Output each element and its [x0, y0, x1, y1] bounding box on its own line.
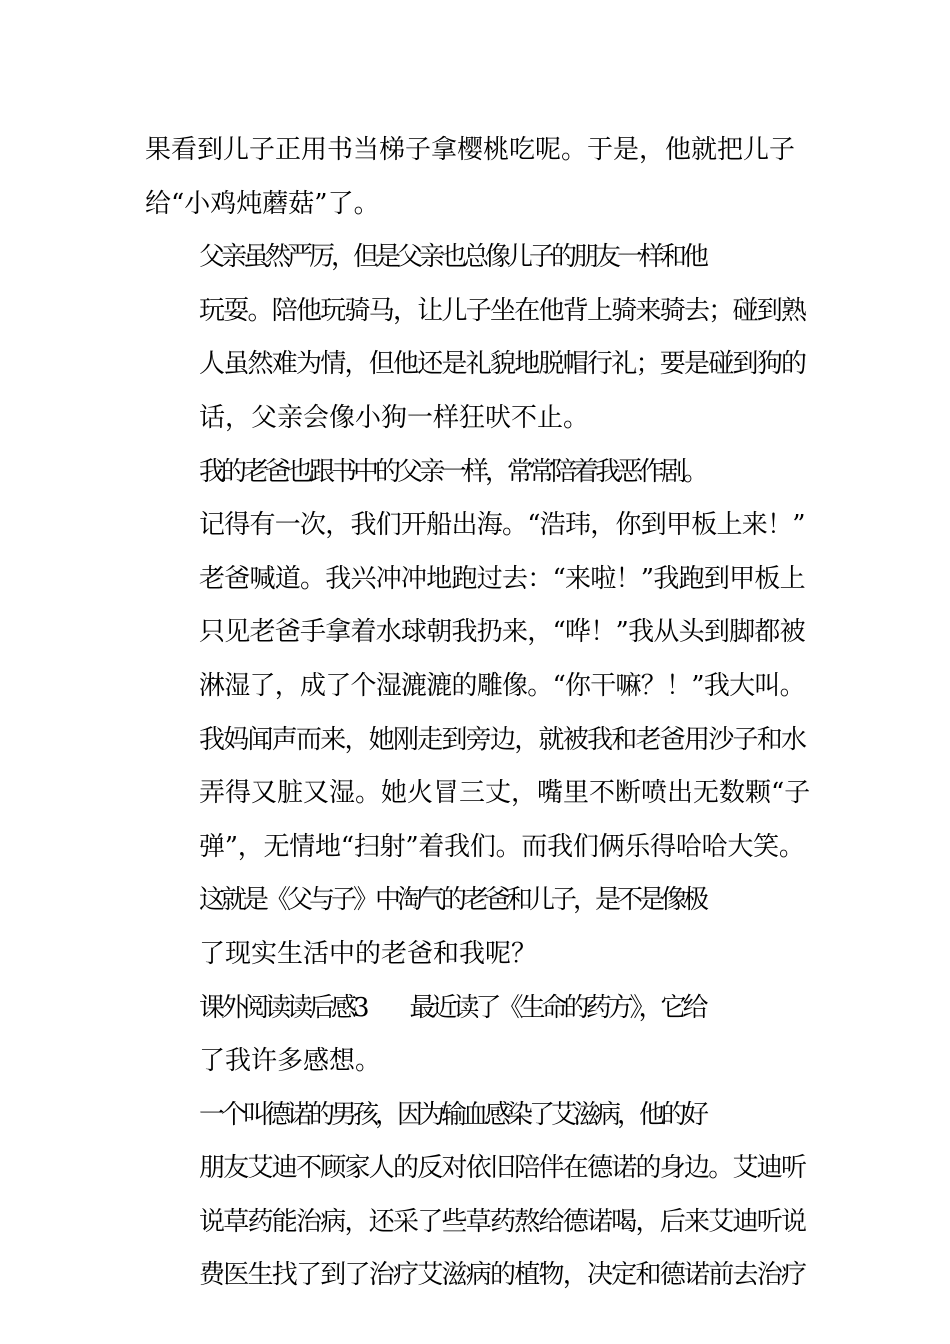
- text-line: 弄得又脏又湿。她火冒三丈，嘴里不断喷出无数颗“子: [199, 778, 811, 809]
- text-line: 记得有一次，我们开船出海。“浩玮，你到甲板上来！”: [199, 510, 805, 541]
- text-line: 话，父亲会像小狗一样狂吠不止。: [199, 402, 590, 433]
- text-line: 朋友艾迪不顾家人的反对依旧陪伴在德诺的身边。艾迪听: [199, 1153, 806, 1184]
- text-line: 淋湿了，成了个湿漉漉的雕像。“你干嘛？！”我大叫。: [199, 670, 805, 701]
- text-line: 弹”，无情地“扫射”着我们。而我们俩乐得哈哈大笑。: [199, 831, 805, 862]
- text-line: 了现实生活中的老爸和我呢？: [199, 938, 538, 969]
- text-line: 老爸喊道。我兴冲冲地跑过去：“来啦！”我跑到甲板上: [199, 563, 805, 594]
- text-line: 课外阅读读后感3 最近读了《生命的药方》，它给: [199, 992, 705, 1023]
- paragraph: [145, 446, 810, 875]
- text-line: 玩耍。陪他玩骑马，让儿子坐在他背上骑来骑去；碰到熟: [199, 295, 806, 326]
- paragraph: [145, 231, 810, 445]
- document-body: [145, 124, 810, 1303]
- paragraph: [145, 982, 810, 1089]
- text-line: 果看到儿子正用书当梯子拿樱桃吃呢。于是，他就把儿子: [145, 135, 796, 165]
- text-line: 了我许多感想。: [199, 1046, 382, 1077]
- text-line: 我的老爸也跟书中的父亲一样，常常陪着我恶作剧。: [199, 456, 706, 487]
- text-line: 人虽然难为情，但他还是礼貌地脱帽行礼；要是碰到狗的: [199, 349, 806, 380]
- text-line: 一个叫德诺的男孩，因为输血感染了艾滋病，他的好: [199, 1099, 706, 1130]
- text-line: 只见老爸手拿着水球朝我扔来，“哗！”我从头到脚都被: [199, 617, 805, 648]
- text-line: 费医生找了到了治疗艾滋病的植物，决定和德诺前去治疗: [199, 1260, 806, 1291]
- paragraph: [145, 124, 810, 231]
- text-line: 说草药能治病，还采了些草药熬给德诺喝，后来艾迪听说: [199, 1206, 806, 1237]
- text-line: 我妈闻声而来，她刚走到旁边，就被我和老爸用沙子和水: [199, 724, 806, 755]
- text-line: 父亲虽然严厉，但是父亲也总像儿子的朋友一样和他: [199, 242, 706, 273]
- paragraph: [145, 1089, 810, 1303]
- text-line: 给“小鸡炖蘑菇”了。: [145, 188, 380, 219]
- paragraph: [145, 874, 810, 981]
- text-line: 这就是《父与子》中淘气的老爸和儿子，是不是像极: [199, 885, 706, 916]
